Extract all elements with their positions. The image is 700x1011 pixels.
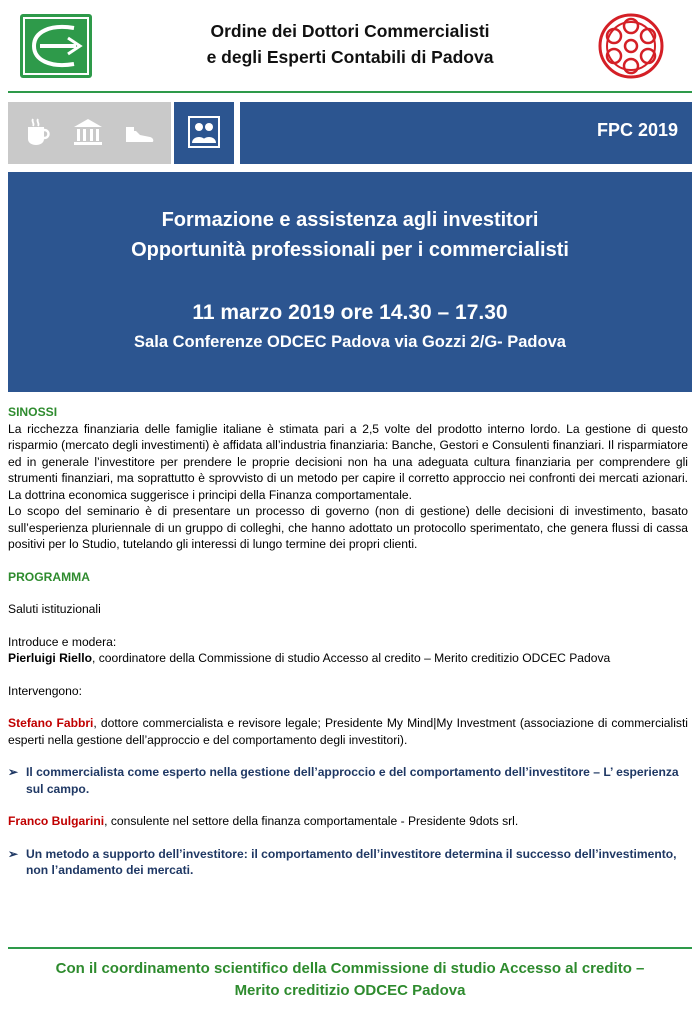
page-header (0, 0, 700, 92)
arrow-bullet-icon: ➢ (8, 765, 19, 779)
programma-heading: PROGRAMMA (8, 569, 90, 584)
header-divider (8, 91, 692, 93)
org-title-line1: Ordine dei Dottori Commercialisti (210, 21, 490, 41)
moderator-name: Pierluigi Riello (8, 651, 93, 665)
speaker1-first-name: Stefano (8, 716, 53, 730)
event-title-line1: Formazione e assistenza agli investitori (161, 209, 539, 231)
talk1-title: Il commercialista come esperto nella gestione dell’approccio e del comportamento dell’investitore – L’ esperienza sul campo. (26, 765, 679, 796)
cndcec-rosette-icon (597, 12, 665, 80)
talk2-bullet (8, 846, 688, 879)
moderator-role: , coordinatore della Commissione di studio Accesso al credito – Merito creditizio ODCEC Padova (92, 651, 611, 665)
people-group-icon (188, 116, 220, 148)
footer-note (8, 958, 692, 1002)
speaker2-name: Franco Bulgarini (8, 814, 105, 828)
arrow-bullet-icon: ➢ (8, 846, 19, 861)
bank-building-icon (72, 117, 104, 147)
speaker2-line (8, 813, 688, 830)
speaker1-role: , dottore commercialista e revisore legale; Presidente My Mind|My Investment (associazione di commercialisti esperti nella gestione dell’approccio e del comportamento degli investitori). (8, 716, 688, 747)
category-band (8, 102, 692, 164)
intervengono-label: Intervengono: (8, 683, 82, 698)
footer-line1: Con il coordinamento scientifico della Commissione di studio Accesso al credito – (55, 960, 645, 977)
event-date: 11 marzo 2019 ore 14.30 – 17.30 (192, 301, 508, 324)
event-title-box (8, 172, 692, 392)
speaker1-last-name: Fabbri (56, 716, 94, 730)
organization-title (150, 18, 550, 70)
sinossi-paragraph-1: La ricchezza finanziaria delle famiglie italiane è stimata pari a 2,5 volte del prodotto interno lordo. La gestione di questo risparmio (mercato degli investimenti) è affidata all’industria finanziaria: Banche, Gestori e Consulenti finanziari. Il risparmiatore ed in generale l’investitore per prendere le proprie decisioni non ha una adeguata cultura finanziaria per comprendere gli strumenti finanziari, ma soprattutto è sprovvisto di un metodo per capire il corretto approccio nei confronti dei mercati azionari. La dottrina economica suggerisce i principi della Finanza comportamentale. (8, 421, 688, 502)
saluti-text: Saluti istituzionali (8, 602, 101, 616)
org-title-line2: e degli Esperti Contabili di Padova (206, 47, 494, 67)
moderator-line (8, 650, 688, 667)
odcec-logo-icon (20, 14, 92, 78)
fpc-badge: FPC 2019 (596, 120, 678, 140)
coffee-cup-icon (22, 117, 54, 147)
speaker1-line (8, 715, 688, 748)
talk2-title: Un metodo a supporto dell’investitore: il comportamento dell’investitore determina il successo dell’investimento, non l’andamento dei mercati. (26, 846, 677, 877)
people-group-tile (174, 102, 234, 164)
document-body (8, 404, 688, 879)
event-title-line2: Opportunità professionali per i commercialisti (131, 239, 569, 261)
speaker2-role: , consulente nel settore della finanza comportamentale - Presidente 9dots srl. (104, 814, 519, 828)
footer-divider (8, 947, 692, 949)
event-venue: Sala Conferenze ODCEC Padova via Gozzi 2/G- Padova (134, 333, 566, 351)
talk1-bullet (8, 764, 688, 797)
sinossi-paragraph-2: Lo scopo del seminario è di presentare un processo di governo (non di gestione) delle decisioni di investimento, basato sull’esperienza pluriennale di un gruppo di colleghi, che hanno adottato un protocollo sperimentato, che genera flussi di cassa positivi per lo Studio, tutelando gli interessi di lungo termine dei propri clienti. (8, 504, 688, 551)
shoe-icon (124, 117, 156, 147)
footer-line2: Merito creditizio ODCEC Padova (234, 982, 466, 999)
fpc-banner (240, 102, 692, 164)
sinossi-heading: SINOSSI (8, 405, 58, 419)
category-icons-panel (8, 102, 171, 164)
introduce-label: Introduce e modera: (8, 634, 117, 649)
